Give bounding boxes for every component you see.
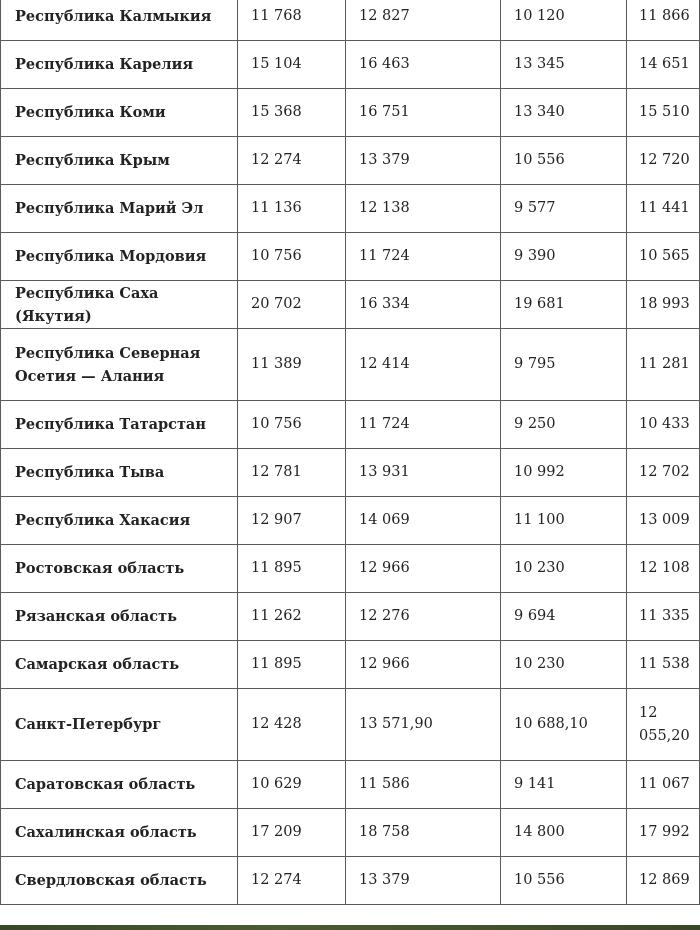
value-cell-3: 9 390 [501,233,627,281]
region-name-cell: Республика Марий Эл [1,185,238,233]
table-row [1,0,700,41]
value-cell-2: 12 966 [346,641,501,689]
table-row [1,689,700,761]
value-cell-3: 14 800 [501,809,627,857]
value-cell-1: 10 756 [238,401,346,449]
value-cell-2: 16 751 [346,89,501,137]
table-row [1,593,700,641]
value-cell-4: 17 992 [627,809,700,857]
region-name-cell: Республика Карелия [1,41,238,89]
value-cell-2: 12 966 [346,545,501,593]
region-name-cell: Саратовская область [1,761,238,809]
value-cell-1: 11 389 [238,329,346,401]
value-cell-1: 11 768 [238,0,346,41]
value-cell-3: 9 577 [501,185,627,233]
table-row [1,41,700,89]
table-row [1,761,700,809]
value-cell-4: 15 510 [627,89,700,137]
value-cell-3: 11 100 [501,497,627,545]
value-cell-2: 13 571,90 [346,689,501,761]
value-cell-4: 11 281 [627,329,700,401]
value-cell-2: 11 724 [346,401,501,449]
table-row [1,329,700,401]
value-cell-4: 12 702 [627,449,700,497]
value-cell-2: 13 931 [346,449,501,497]
region-name-cell: Республика Крым [1,137,238,185]
value-cell-3: 19 681 [501,281,627,329]
table-row [1,857,700,905]
value-cell-4: 10 565 [627,233,700,281]
value-cell-4: 11 335 [627,593,700,641]
value-cell-3: 9 694 [501,593,627,641]
region-name-cell: Республика Тыва [1,449,238,497]
value-cell-4: 13 009 [627,497,700,545]
value-cell-1: 10 756 [238,233,346,281]
value-cell-4: 12 108 [627,545,700,593]
value-cell-1: 11 895 [238,545,346,593]
value-cell-2: 13 379 [346,137,501,185]
value-cell-1: 12 274 [238,137,346,185]
value-cell-2: 12 276 [346,593,501,641]
region-name-cell: Республика Коми [1,89,238,137]
value-cell-3: 10 556 [501,857,627,905]
value-cell-4: 10 433 [627,401,700,449]
region-name-cell: Республика Татарстан [1,401,238,449]
value-cell-4: 11 067 [627,761,700,809]
value-cell-2: 11 724 [346,233,501,281]
value-cell-1: 12 907 [238,497,346,545]
value-cell-4: 12 055,20 [627,689,700,761]
table-row [1,449,700,497]
table-row [1,89,700,137]
value-cell-3: 10 120 [501,0,627,41]
value-cell-3: 9 795 [501,329,627,401]
region-name-cell: Рязанская область [1,593,238,641]
region-name-cell: Республика Калмыкия [1,0,238,41]
value-cell-1: 12 781 [238,449,346,497]
table-row [1,185,700,233]
value-cell-1: 11 895 [238,641,346,689]
value-cell-1: 11 136 [238,185,346,233]
value-cell-4: 18 993 [627,281,700,329]
region-name-cell: Свердловская область [1,857,238,905]
table-row [1,545,700,593]
bottom-edge-strip [0,925,700,930]
value-cell-2: 12 827 [346,0,501,41]
region-name-cell: Ростовская область [1,545,238,593]
region-name-cell: Самарская область [1,641,238,689]
value-cell-2: 12 138 [346,185,501,233]
value-cell-4: 14 651 [627,41,700,89]
value-cell-1: 11 262 [238,593,346,641]
table-row [1,233,700,281]
value-cell-4: 12 869 [627,857,700,905]
value-cell-2: 16 463 [346,41,501,89]
table-row [1,137,700,185]
table-row [1,281,700,329]
value-cell-2: 11 586 [346,761,501,809]
value-cell-1: 10 629 [238,761,346,809]
value-cell-1: 12 274 [238,857,346,905]
region-name-cell: Республика Хакасия [1,497,238,545]
value-cell-4: 11 441 [627,185,700,233]
value-cell-3: 10 230 [501,545,627,593]
value-cell-2: 18 758 [346,809,501,857]
value-cell-1: 15 104 [238,41,346,89]
value-cell-1: 12 428 [238,689,346,761]
value-cell-2: 14 069 [346,497,501,545]
table-body [1,0,700,905]
region-name-cell: Республика Северная Осетия — Алания [1,329,238,401]
value-cell-3: 13 340 [501,89,627,137]
region-name-cell: Республика Саха (Якутия) [1,281,238,329]
region-name-cell: Республика Мордовия [1,233,238,281]
value-cell-3: 10 556 [501,137,627,185]
value-cell-3: 10 992 [501,449,627,497]
value-cell-3: 13 345 [501,41,627,89]
value-cell-2: 12 414 [346,329,501,401]
value-cell-3: 10 688,10 [501,689,627,761]
region-name-cell: Сахалинская область [1,809,238,857]
table-row [1,401,700,449]
value-cell-3: 9 250 [501,401,627,449]
value-cell-1: 20 702 [238,281,346,329]
value-cell-1: 17 209 [238,809,346,857]
region-name-cell: Санкт-Петербург [1,689,238,761]
value-cell-4: 11 538 [627,641,700,689]
table-row [1,641,700,689]
value-cell-3: 9 141 [501,761,627,809]
table-row [1,497,700,545]
value-cell-3: 10 230 [501,641,627,689]
table-row [1,809,700,857]
value-cell-1: 15 368 [238,89,346,137]
value-cell-4: 11 866 [627,0,700,41]
value-cell-4: 12 720 [627,137,700,185]
value-cell-2: 13 379 [346,857,501,905]
value-cell-2: 16 334 [346,281,501,329]
